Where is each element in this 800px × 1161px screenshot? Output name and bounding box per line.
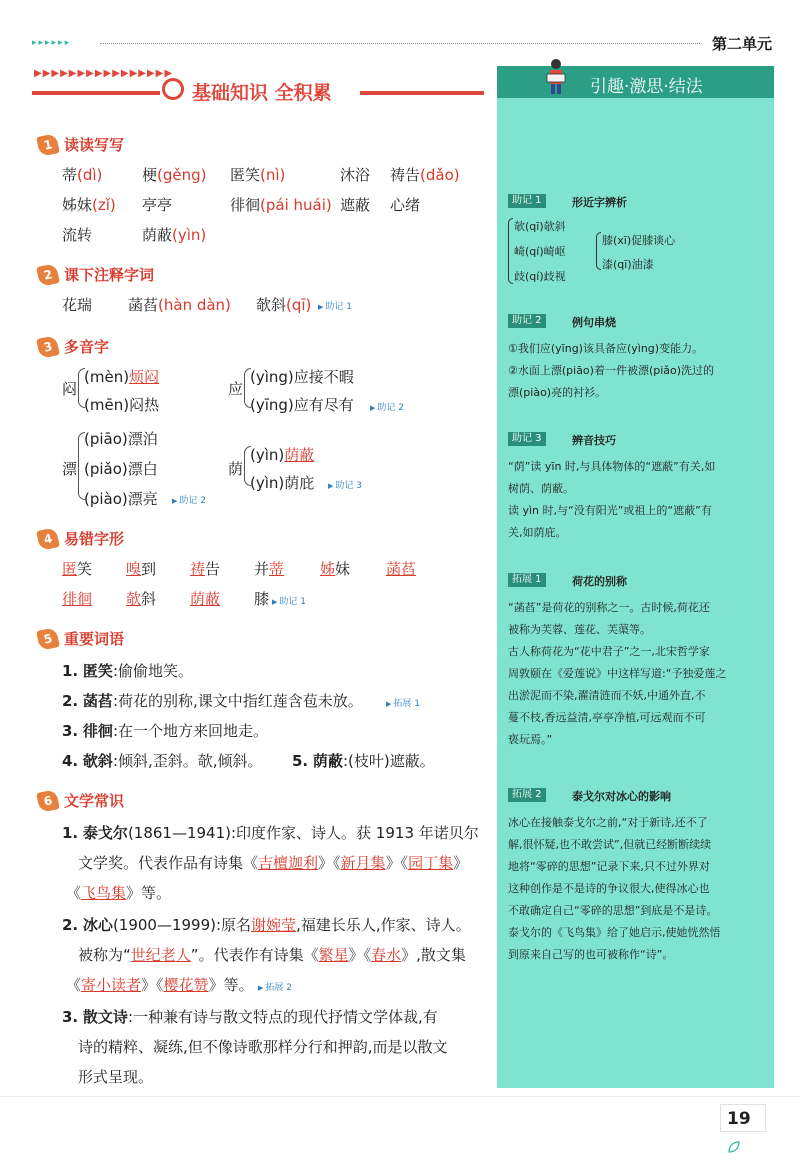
confusable-word: 膝 xyxy=(254,590,270,608)
term-definition: 3. 徘徊:在一个地方来回地走。 xyxy=(62,722,268,740)
literature-line: 形式呈现。 xyxy=(78,1068,154,1086)
hint-line: 树荫、荫蔽。 xyxy=(508,482,574,495)
polyphone-line: (mēn)闷热 xyxy=(84,396,160,414)
footer-rule xyxy=(0,1096,800,1097)
term-definition: 4. 欹斜:倾斜,歪斜。欹,倾斜。 xyxy=(62,752,263,770)
hint-tag[interactable]: ▶ 助记 1 xyxy=(272,594,306,607)
extension-line: 泰戈尔的《飞鸟集》给了她启示,使她恍然悟 xyxy=(508,926,721,939)
hint-tag[interactable]: ▶ 助记 2 xyxy=(172,493,206,506)
word-item: 欹斜(qī) xyxy=(256,296,312,314)
extension-line: 这种创作是不是诗的争议很大,使得冰心也 xyxy=(508,882,710,895)
word-item: 心绪 xyxy=(390,196,421,214)
title-bar-right xyxy=(360,91,484,95)
word-item: 祷告(dǎo) xyxy=(390,166,460,184)
hint-line: 漂(piào)亮的衬衫。 xyxy=(508,386,607,399)
hint-label: 助记 2 xyxy=(508,314,546,328)
extension-tag[interactable]: ▶ 拓展 2 xyxy=(258,980,292,993)
hint-line: 崎(qí)崎岖 xyxy=(514,245,566,258)
extension-line: 冰心在接触泰戈尔之前,“对于新诗,还不了 xyxy=(508,816,708,829)
hint-line: 漆(qī)油漆 xyxy=(602,258,654,271)
hint-heading: 形近字辨析 xyxy=(572,196,627,209)
extension-line: 到原来自己写的也可被称作“诗”。 xyxy=(508,948,674,961)
polyphone-line: (piǎo)漂白 xyxy=(84,460,158,478)
word-item: 花瑞 xyxy=(62,296,93,314)
section-title: 重要词语 xyxy=(64,630,125,648)
extension-heading: 泰戈尔对冰心的影响 xyxy=(572,790,671,803)
section-number-icon: 2 xyxy=(36,263,60,287)
section-title: 多音字 xyxy=(64,338,110,356)
confusable-word: 并蒂 xyxy=(254,560,285,578)
extension-line: 被称为芙蓉、莲花、芙蕖等。 xyxy=(508,623,651,636)
brace xyxy=(508,218,513,284)
section-number-icon: 1 xyxy=(36,133,60,157)
hint-line: 歧(qí)歧视 xyxy=(514,270,566,283)
word-item: 流转 xyxy=(62,226,93,244)
unit-label: 第二单元 xyxy=(711,35,772,53)
word-item: 蒂(dì) xyxy=(62,166,103,184)
word-item: 荫蔽(yìn) xyxy=(142,226,207,244)
section-title: 课下注释字词 xyxy=(64,266,155,284)
confusable-word: 嗅到 xyxy=(126,560,157,578)
extension-heading: 荷花的别称 xyxy=(572,575,627,588)
polyphone-line: (yìng)应接不暇 xyxy=(250,368,354,386)
polyphone-line: (piāo)漂泊 xyxy=(84,430,158,448)
hint-heading: 例句串烧 xyxy=(572,316,616,329)
extension-line: 解,很怀疑,也不敢尝试”,但就已经断断续续 xyxy=(508,838,712,851)
term-definition: 2. 菡萏:荷花的别称,课文中指红莲含苞未放。 xyxy=(62,692,363,710)
hint-line: 关,如荫庇。 xyxy=(508,526,567,539)
extension-line: “菡萏”是荷花的别称之一。古时候,荷花还 xyxy=(508,601,710,614)
section-number-icon: 4 xyxy=(36,527,60,551)
hint-line: ②水面上漂(piāo)着一件被漂(piǎo)洗过的 xyxy=(508,364,715,377)
section-title: 易错字形 xyxy=(64,530,125,548)
title-arrows: ▶▶▶▶▶▶▶▶▶▶▶▶▶▶▶▶ xyxy=(34,68,174,79)
confusable-word: 匿笑 xyxy=(62,560,93,578)
section-number-icon: 5 xyxy=(36,627,60,651)
extension-line: 出淤泥而不染,濯清涟而不妖,中通外直,不 xyxy=(508,689,706,702)
polyphone-line: (yìn)荫庇 xyxy=(250,474,315,492)
extension-line: 周敦颐在《爱莲说》中这样写道:“予独爱莲之 xyxy=(508,667,727,680)
word-item: 菡萏(hàn dàn) xyxy=(128,296,231,314)
hint-line: 欹(qī)欹斜 xyxy=(514,220,566,233)
polyphone-char: 漂 xyxy=(62,460,78,478)
hint-label: 助记 3 xyxy=(508,432,546,446)
word-item: 沐浴 xyxy=(340,166,371,184)
word-item: 梗(gěng) xyxy=(142,166,207,184)
hint-label: 助记 1 xyxy=(508,194,546,208)
confusable-word: 姊妹 xyxy=(320,560,351,578)
hint-line: 膝(xī)促膝谈心 xyxy=(602,234,676,247)
literature-line: 诗的精粹、凝练,但不像诗歌那样分行和押韵,而是以散文 xyxy=(78,1038,448,1056)
polyphone-line: (mèn)烦闷 xyxy=(84,368,160,386)
term-definition: 1. 匿笑:偷偷地笑。 xyxy=(62,662,193,680)
literature-line: 被称为“世纪老人”。代表作有诗集《繁星》《春水》,散文集 xyxy=(78,946,466,964)
header-decor: ▸▸▸▸▸▸ xyxy=(32,38,72,48)
word-item: 徘徊(pái huái) xyxy=(230,196,332,214)
side-panel-title: 引趣·激思·结法 xyxy=(590,77,703,97)
page-title: 基础知识 全积累 xyxy=(192,82,332,104)
extension-line: 不敢确定自己“零碎的思想”到底是不是诗。 xyxy=(508,904,718,917)
literature-line: 《寄小读者》《樱花赞》等。 xyxy=(66,976,254,994)
extension-line: 蔓不枝,香远益清,亭亭净植,可远观而不可 xyxy=(508,711,706,724)
extension-line: 古人称荷花为“花中君子”之一,北宋哲学家 xyxy=(508,645,710,658)
polyphone-char: 荫 xyxy=(228,460,244,478)
extension-label: 拓展 1 xyxy=(508,573,546,587)
leaf-icon xyxy=(727,1140,741,1154)
hint-line: “荫”读 yīn 时,与具体物体的“遮蔽”有关,如 xyxy=(508,460,716,473)
polyphone-char: 应 xyxy=(228,380,244,398)
polyphone-line: (yìn)荫蔽 xyxy=(250,446,315,464)
extension-label: 拓展 2 xyxy=(508,788,546,802)
confusable-word: 徘徊 xyxy=(62,590,93,608)
hint-tag[interactable]: ▶ 助记 1 xyxy=(318,299,352,312)
confusable-word: 欹斜 xyxy=(126,590,157,608)
literature-line: 文学奖。代表作品有诗集《吉檀迦利》《新月集》《园丁集》 xyxy=(78,854,469,872)
word-item: 亭亭 xyxy=(142,196,173,214)
hint-line: ①我们应(yīng)该具备应(yìng)变能力。 xyxy=(508,342,704,355)
hint-heading: 辨音技巧 xyxy=(572,434,616,447)
confusable-word: 荫蔽 xyxy=(190,590,221,608)
polyphone-line: (yīng)应有尽有 xyxy=(250,396,354,414)
literature-line: 3. 散文诗:一种兼有诗与散文特点的现代抒情文学体裁,有 xyxy=(62,1008,438,1026)
swirl-icon xyxy=(162,78,184,100)
section-number-icon: 6 xyxy=(36,789,60,813)
literature-line: 1. 泰戈尔(1861—1941):印度作家、诗人。获 1913 年诺贝尔 xyxy=(62,824,479,842)
literature-line: 《飞鸟集》等。 xyxy=(66,884,172,902)
page-number: 19 xyxy=(720,1104,766,1132)
polyphone-char: 闷 xyxy=(62,380,78,398)
extension-line: 亵玩焉。” xyxy=(508,733,553,746)
confusable-word: 祷告 xyxy=(190,560,221,578)
word-item: 匿笑(nì) xyxy=(230,166,286,184)
word-item: 姊妹(zǐ) xyxy=(62,196,116,214)
word-item: 遮蔽 xyxy=(340,196,371,214)
header-rule xyxy=(100,43,700,44)
hint-tag[interactable]: ▶ 助记 2 xyxy=(370,400,404,413)
brace xyxy=(596,232,601,270)
polyphone-line: (piào)漂亮 xyxy=(84,490,158,508)
section-title: 文学常识 xyxy=(64,792,125,810)
confusable-word: 菡萏 xyxy=(386,560,417,578)
reading-person-icon xyxy=(545,58,567,96)
hint-tag[interactable]: ▶ 助记 3 xyxy=(328,478,362,491)
term-definition: 5. 荫蔽:(枝叶)遮蔽。 xyxy=(292,752,435,770)
extension-tag[interactable]: ▶ 拓展 1 xyxy=(386,696,420,709)
extension-line: 地将“零碎的思想”记录下来,只不过外界对 xyxy=(508,860,710,873)
hint-line: 读 yìn 时,与“没有阳光”或祖上的“遮蔽”有 xyxy=(508,504,712,517)
section-title: 读读写写 xyxy=(64,136,125,154)
literature-line: 2. 冰心(1900—1999):原名谢婉莹,福建长乐人,作家、诗人。 xyxy=(62,916,471,934)
section-number-icon: 3 xyxy=(36,335,60,359)
title-bar-left xyxy=(32,91,160,95)
